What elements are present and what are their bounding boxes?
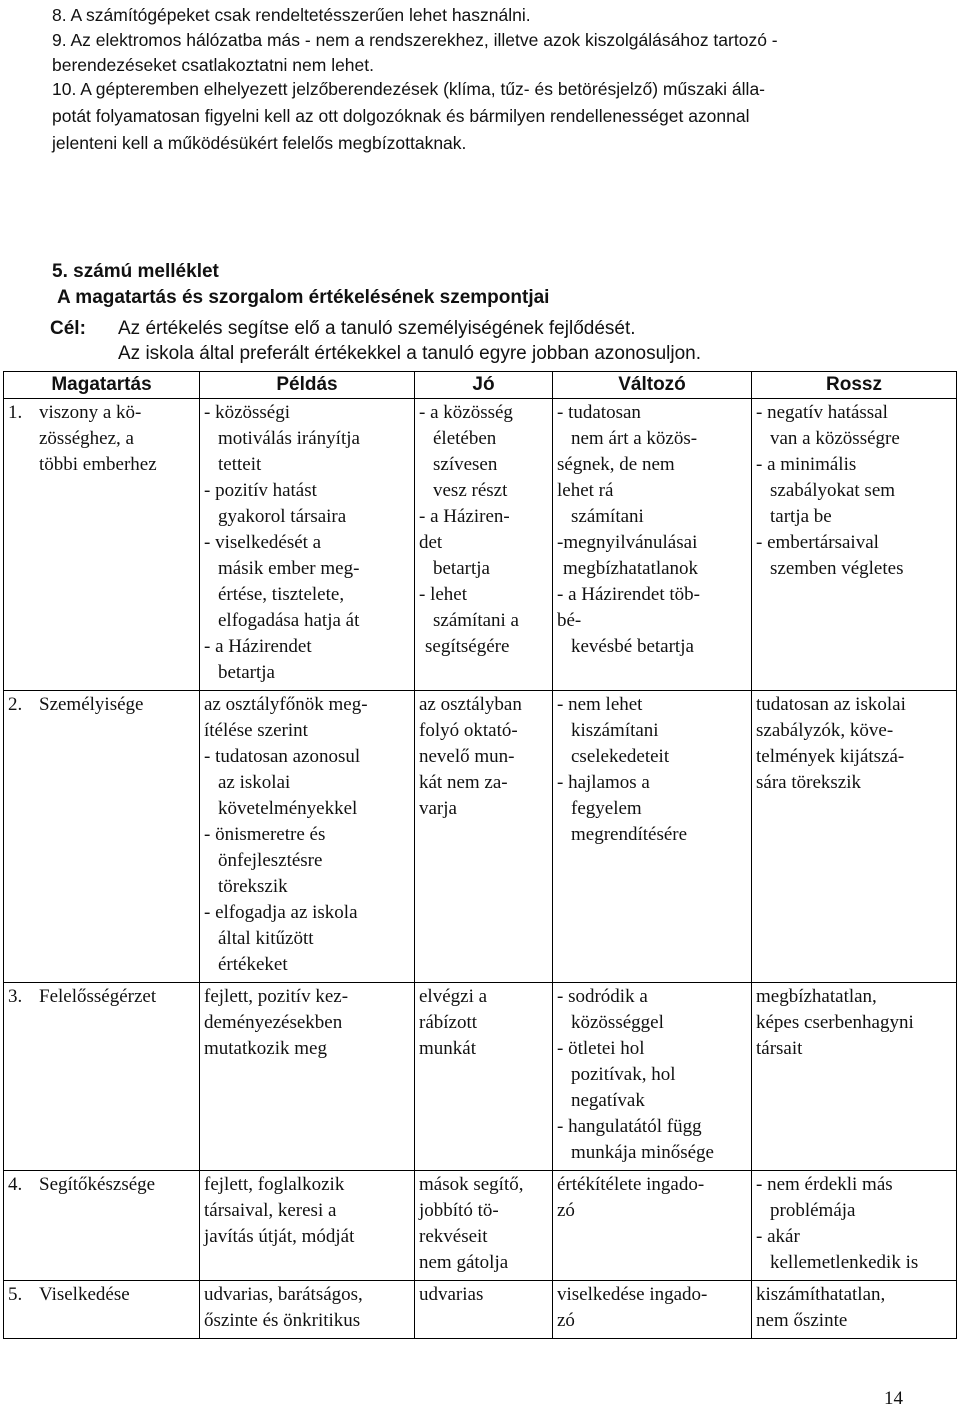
cell-line: az osztályfőnök meg- xyxy=(204,694,368,715)
rule-9-line-1: 9. Az elektromos hálózatba más - nem a rendszerekhez, illetve azok kiszolgálásához tartozó - xyxy=(52,30,778,50)
cell-line: lehet rá xyxy=(557,480,614,501)
cell-line: betartja xyxy=(433,558,490,579)
cell-line: - tudatosan xyxy=(557,402,641,423)
evaluation-criteria-table xyxy=(3,371,957,1339)
cell-line: - negatív hatással xyxy=(756,402,888,423)
cell-line: tudatosan az iskolai xyxy=(756,694,906,715)
cell-line: vesz részt xyxy=(433,480,508,501)
cell-line: fejlett, pozitív kez- xyxy=(204,986,349,1007)
row-number: 2. xyxy=(8,694,23,715)
goal-line-2: Az iskola által preferált értékekkel a tanuló egyre jobban azonosuljon. xyxy=(118,343,702,364)
good-cell xyxy=(415,691,553,983)
cell-line: munkát xyxy=(419,1038,476,1059)
cell-line: megbízhatatlan, xyxy=(756,986,877,1007)
good-cell xyxy=(415,399,553,691)
cell-line: - hangulatától függ xyxy=(557,1116,702,1137)
cell-line: önfejlesztésre xyxy=(218,850,323,871)
aspect-cell xyxy=(4,983,200,1171)
goal-line-1: Az értékelés segítse elő a tanuló személyiségének fejlődését. xyxy=(118,318,636,339)
cell-line: - a közösség xyxy=(419,402,513,423)
cell-line: folyó oktató- xyxy=(419,720,518,741)
cell-line: nem gátolja xyxy=(419,1252,509,1273)
cell-line: tetteit xyxy=(218,454,262,475)
row-number: 5. xyxy=(8,1284,23,1305)
cell-line: az osztályban xyxy=(419,694,522,715)
rule-10-line-1: 10. A gépteremben elhelyezett jelzőberendezések (klíma, tűz- és betörésjelző) műszaki álla- xyxy=(52,79,766,99)
cell-line: det xyxy=(419,532,443,553)
cell-line: társait xyxy=(756,1038,803,1059)
variable-cell xyxy=(553,983,752,1171)
cell-line: elfogadása hatja át xyxy=(218,610,360,631)
cell-line: képes cserbenhagyni xyxy=(756,1012,914,1033)
aspect-text: Viselkedése xyxy=(39,1284,130,1305)
aspect-cell xyxy=(4,1281,200,1339)
cell-line: ségnek, de nem xyxy=(557,454,675,475)
cell-line: gyakorol társaira xyxy=(218,506,347,527)
cell-line: bé- xyxy=(557,610,582,631)
cell-line: számítani xyxy=(571,506,644,527)
exemplary-cell xyxy=(200,1171,415,1281)
cell-line: - ötletei hol xyxy=(557,1038,645,1059)
cell-line: cselekedeteit xyxy=(571,746,670,767)
cell-line: életében xyxy=(433,428,497,449)
cell-line: elvégzi a xyxy=(419,986,488,1007)
cell-line: által kitűzött xyxy=(218,928,314,949)
good-cell xyxy=(415,1171,553,1281)
cell-line: zó xyxy=(557,1200,575,1221)
aspect-text: Személyisége xyxy=(39,694,144,715)
cell-line: deményezésekben xyxy=(204,1012,343,1033)
exemplary-cell xyxy=(200,983,415,1171)
variable-cell xyxy=(553,1281,752,1339)
cell-line: pozitívak, hol xyxy=(571,1064,676,1085)
cell-line: mások segítő, xyxy=(419,1174,524,1195)
cell-line: értése, tisztelete, xyxy=(218,584,345,605)
cell-line: kiszámíthatatlan, xyxy=(756,1284,886,1305)
bad-cell xyxy=(752,399,957,691)
cell-line: másik ember meg- xyxy=(218,558,360,579)
cell-line: - a Házirendet xyxy=(204,636,312,657)
header-exemplary: Példás xyxy=(200,372,415,399)
cell-line: értékeket xyxy=(218,954,288,975)
cell-line: kiszámítani xyxy=(571,720,659,741)
aspect-cell xyxy=(4,1171,200,1281)
cell-line: szabályokat sem xyxy=(770,480,896,501)
cell-line: rekvéseit xyxy=(419,1226,488,1247)
row-number: 1. xyxy=(8,402,23,423)
bad-cell xyxy=(752,1281,957,1339)
cell-line: varja xyxy=(419,798,457,819)
aspect-text: zösséghez, a xyxy=(39,428,134,449)
variable-cell xyxy=(553,399,752,691)
cell-line: mutatkozik meg xyxy=(204,1038,327,1059)
table-header-row xyxy=(4,372,957,399)
cell-line: -megnyilvánulásai xyxy=(557,532,698,553)
cell-line: van a közösségre xyxy=(770,428,900,449)
row-number: 4. xyxy=(8,1174,23,1195)
cell-line: - tudatosan azonosul xyxy=(204,746,361,767)
rule-8: 8. A számítógépeket csak rendeltetésszerűen lehet használni. xyxy=(52,5,531,25)
cell-line: motiválás irányítja xyxy=(218,428,360,449)
cell-line: - embertársaival xyxy=(756,532,879,553)
cell-line: számítani a xyxy=(433,610,519,631)
cell-line: jobbító tö- xyxy=(419,1200,499,1221)
cell-line: követelményekkel xyxy=(218,798,358,819)
cell-line: kát nem za- xyxy=(419,772,508,793)
cell-line: megbízhatatlanok xyxy=(563,558,699,579)
cell-line: őszinte és önkritikus xyxy=(204,1310,361,1331)
cell-line: szemben végletes xyxy=(770,558,904,579)
cell-line: kevésbé betartja xyxy=(571,636,694,657)
appendix-number-title: 5. számú melléklet xyxy=(52,261,219,282)
bad-cell xyxy=(752,1171,957,1281)
cell-line: problémája xyxy=(770,1200,856,1221)
exemplary-cell xyxy=(200,691,415,983)
goal-label: Cél: xyxy=(50,318,86,339)
rule-10-line-3: jelenteni kell a működésükért felelős megbízottaknak. xyxy=(52,133,467,153)
cell-line: udvarias xyxy=(419,1284,484,1305)
header-variable: Változó xyxy=(553,372,752,399)
cell-line: nevelő mun- xyxy=(419,746,515,767)
exemplary-cell xyxy=(200,399,415,691)
cell-line: - nem érdekli más xyxy=(756,1174,893,1195)
page-number: 14 xyxy=(884,1388,903,1409)
table-row xyxy=(4,691,957,983)
cell-line: fegyelem xyxy=(571,798,642,819)
header-bad: Rossz xyxy=(752,372,957,399)
cell-line: fejlett, foglalkozik xyxy=(204,1174,345,1195)
cell-line: - közösségi xyxy=(204,402,291,423)
cell-line: közösséggel xyxy=(571,1012,664,1033)
row-number: 3. xyxy=(8,986,23,1007)
table-row xyxy=(4,1281,957,1339)
bad-cell xyxy=(752,691,957,983)
rule-10-line-2: potát folyamatosan figyelni kell az ott dolgozóknak és bármilyen rendellenességet azonnal xyxy=(52,106,750,126)
cell-line: - a Háziren- xyxy=(419,506,510,527)
cell-line: - elfogadja az iskola xyxy=(204,902,358,923)
cell-line: - pozitív hatást xyxy=(204,480,317,501)
exemplary-cell xyxy=(200,1281,415,1339)
cell-line: segítségére xyxy=(425,636,510,657)
variable-cell xyxy=(553,691,752,983)
appendix-title: A magatartás és szorgalom értékelésének szempontjai xyxy=(57,287,550,308)
aspect-text: többi emberhez xyxy=(39,454,157,475)
cell-line: - viselkedését a xyxy=(204,532,322,553)
cell-line: munkája minősége xyxy=(571,1142,714,1163)
variable-cell xyxy=(553,1171,752,1281)
cell-line: szabályzók, köve- xyxy=(756,720,894,741)
cell-line: törekszik xyxy=(218,876,288,897)
cell-line: - lehet xyxy=(419,584,468,605)
table-row xyxy=(4,399,957,691)
cell-line: javítás útját, módját xyxy=(204,1226,355,1247)
bad-cell xyxy=(752,983,957,1171)
rule-9-line-2: berendezéseket csatlakoztatni nem lehet. xyxy=(52,55,374,75)
header-good: Jó xyxy=(415,372,553,399)
aspect-text: viszony a kö- xyxy=(39,402,142,423)
cell-line: sára törekszik xyxy=(756,772,861,793)
cell-line: - akár xyxy=(756,1226,800,1247)
aspect-text: Segítőkészsége xyxy=(39,1174,156,1195)
cell-line: megrendítésére xyxy=(571,824,688,845)
header-behaviour: Magatartás xyxy=(4,372,200,399)
cell-line: - sodródik a xyxy=(557,986,648,1007)
cell-line: - hajlamos a xyxy=(557,772,650,793)
cell-line: negatívak xyxy=(571,1090,645,1111)
cell-line: - önismeretre és xyxy=(204,824,326,845)
cell-line: társaival, keresi a xyxy=(204,1200,337,1221)
cell-line: - a Házirendet töb- xyxy=(557,584,700,605)
cell-line: viselkedése ingado- xyxy=(557,1284,708,1305)
cell-line: szívesen xyxy=(433,454,498,475)
cell-line: betartja xyxy=(218,662,275,683)
cell-line: udvarias, barátságos, xyxy=(204,1284,363,1305)
aspect-cell xyxy=(4,399,200,691)
good-cell xyxy=(415,983,553,1171)
cell-line: ítélése szerint xyxy=(204,720,308,741)
table-row xyxy=(4,983,957,1171)
aspect-cell xyxy=(4,691,200,983)
cell-line: értékítélete ingado- xyxy=(557,1174,705,1195)
cell-line: telmények kijátszá- xyxy=(756,746,905,767)
cell-line: kellemetlenkedik is xyxy=(770,1252,919,1273)
table-row xyxy=(4,1171,957,1281)
good-cell xyxy=(415,1281,553,1339)
cell-line: nem őszinte xyxy=(756,1310,848,1331)
cell-line: - nem lehet xyxy=(557,694,643,715)
cell-line: - a minimális xyxy=(756,454,857,475)
cell-line: rábízott xyxy=(419,1012,478,1033)
cell-line: nem árt a közös- xyxy=(571,428,698,449)
cell-line: tartja be xyxy=(770,506,832,527)
cell-line: az iskolai xyxy=(218,772,291,793)
aspect-text: Felelősségérzet xyxy=(39,986,157,1007)
cell-line: zó xyxy=(557,1310,575,1331)
